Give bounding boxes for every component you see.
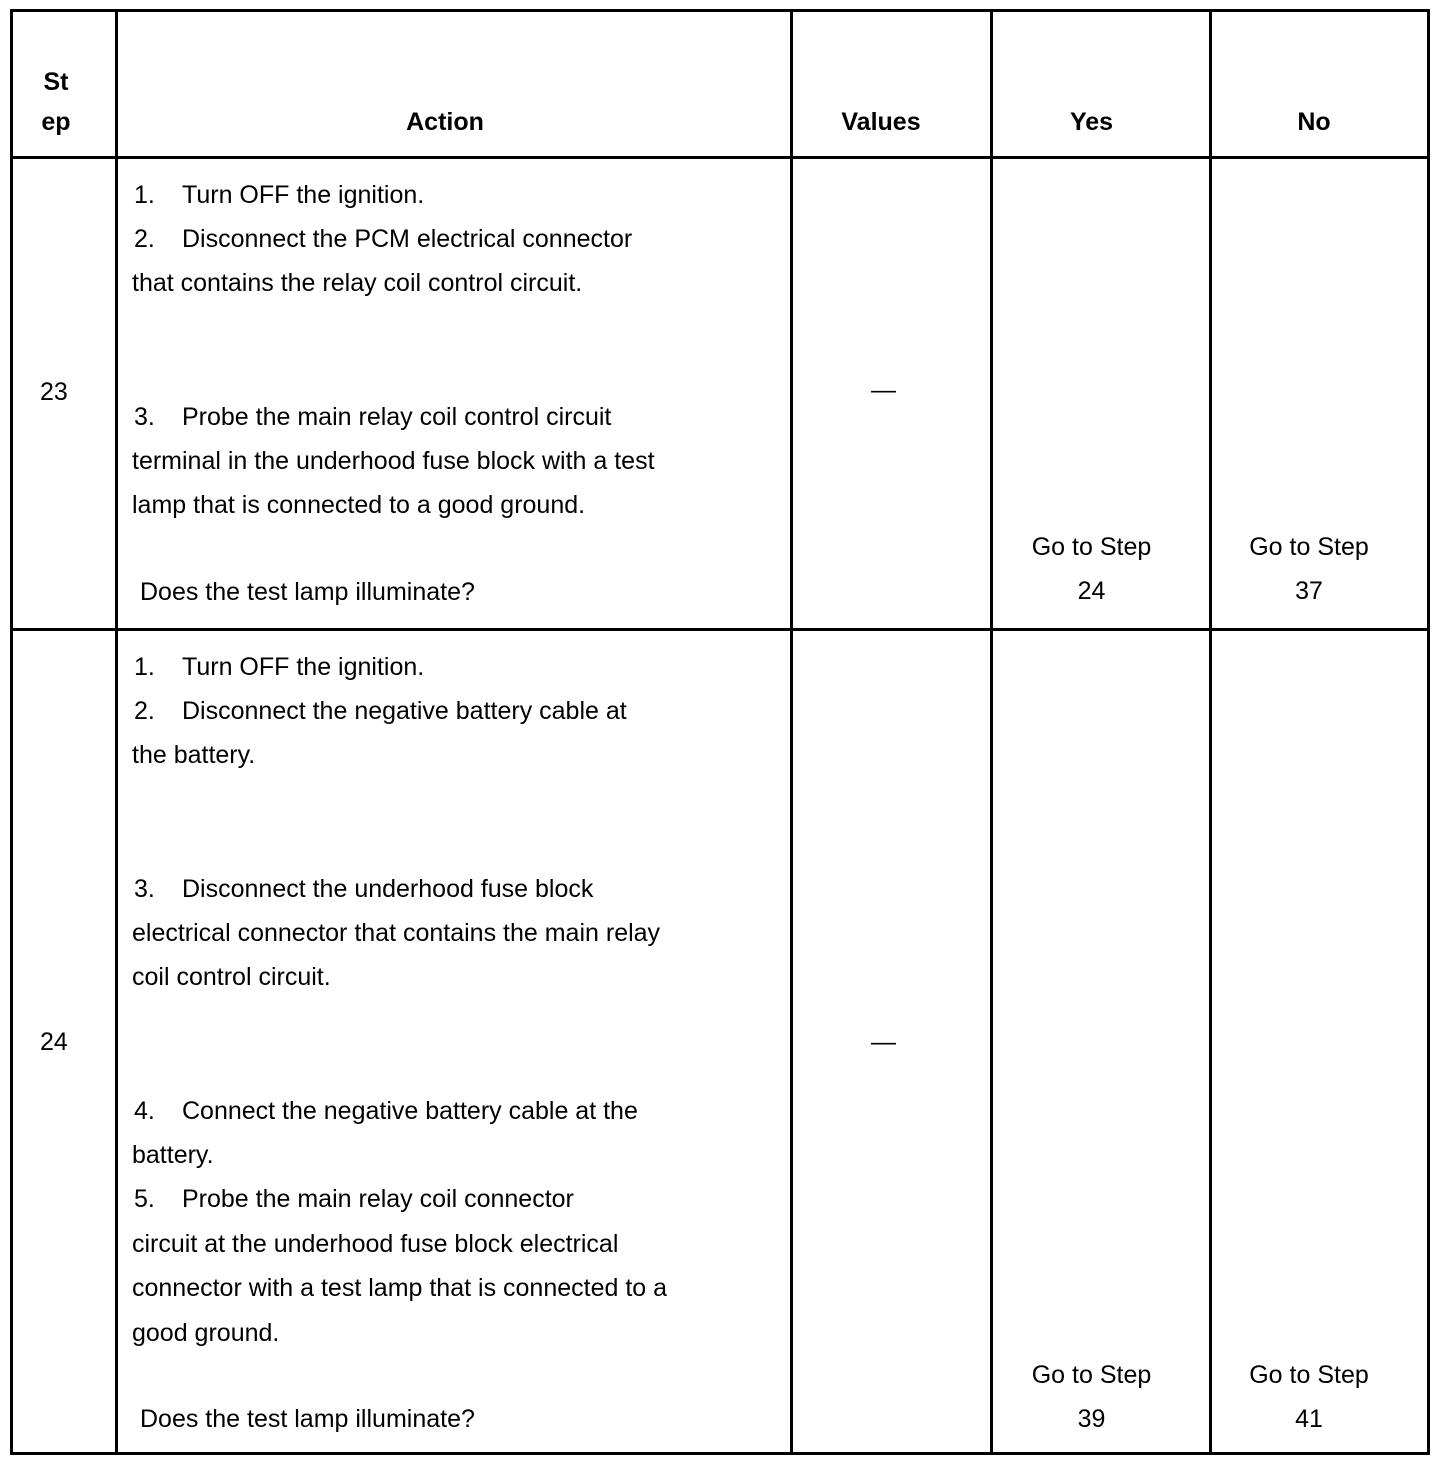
action-number: 4.: [134, 1097, 155, 1125]
no-goto-label: Go to Step: [1249, 533, 1369, 561]
no-goto-step: 37: [1295, 577, 1323, 605]
yes-goto: [990, 1353, 1193, 1441]
yes-goto-step: 24: [1077, 577, 1106, 605]
action-line: that contains the relay coil control circuit.: [132, 269, 583, 297]
action-line: [132, 645, 424, 689]
action-line: good ground.: [132, 1319, 280, 1347]
action-line: [132, 867, 593, 911]
action-text: Disconnect the underhood fuse block: [182, 875, 594, 903]
action-number: 5.: [134, 1185, 155, 1213]
action-number: 3.: [134, 403, 155, 431]
action-line: connector with a test lamp that is connected to a: [132, 1274, 668, 1302]
yes-goto: [990, 525, 1193, 613]
action-line: terminal in the underhood fuse block with a test: [132, 447, 655, 475]
no-goto: [1209, 1353, 1409, 1441]
column-divider: [1209, 12, 1212, 1452]
action-line: electrical connector that contains the main relay: [132, 919, 661, 947]
value-dash: —: [871, 376, 896, 404]
header-step: [14, 62, 98, 142]
no-goto-step: 41: [1295, 1405, 1323, 1433]
yes-goto-label: Go to Step: [1031, 1361, 1152, 1389]
step-number: 23: [40, 378, 68, 406]
action-line: [132, 395, 611, 439]
action-line: [132, 173, 424, 217]
action-text: Disconnect the PCM electrical connector: [182, 225, 633, 253]
header-step-line2: ep: [41, 108, 71, 136]
value-dash: —: [871, 1028, 896, 1056]
action-number: 3.: [134, 875, 155, 903]
action-text: Connect the negative battery cable at the: [182, 1097, 638, 1125]
column-divider: [115, 12, 118, 1452]
action-line: circuit at the underhood fuse block electrical: [132, 1230, 619, 1258]
action-text: Turn OFF the ignition.: [182, 181, 425, 209]
action-number: 1.: [134, 181, 155, 209]
action-text: Disconnect the negative battery cable at: [182, 697, 627, 725]
header-values: Values: [841, 108, 921, 136]
action-line: lamp that is connected to a good ground.: [132, 491, 586, 519]
action-text: Probe the main relay coil control circuit: [182, 403, 612, 431]
header-no: No: [1297, 108, 1331, 136]
column-divider: [790, 12, 793, 1452]
action-line: [132, 689, 627, 733]
action-number: 1.: [134, 653, 155, 681]
action-line: [132, 217, 632, 261]
action-text: Turn OFF the ignition.: [182, 653, 425, 681]
no-goto: [1209, 525, 1409, 613]
action-number: 2.: [134, 697, 155, 725]
header-yes: Yes: [1069, 108, 1114, 136]
step-number: 24: [40, 1028, 68, 1056]
question: Does the test lamp illuminate?: [140, 1405, 475, 1433]
no-goto-label: Go to Step: [1249, 1361, 1369, 1389]
column-divider: [990, 12, 993, 1452]
action-line: coil control circuit.: [132, 963, 331, 991]
yes-goto-step: 39: [1077, 1405, 1106, 1433]
action-number: 2.: [134, 225, 155, 253]
row-divider: [13, 628, 1430, 631]
header-action: Action: [406, 108, 484, 136]
header-step-line1: St: [43, 68, 69, 96]
action-line: the battery.: [132, 741, 256, 769]
yes-goto-label: Go to Step: [1031, 533, 1152, 561]
action-line: battery.: [132, 1141, 214, 1169]
row-divider: [13, 156, 1430, 159]
action-line: [132, 1089, 638, 1133]
action-line: [132, 1177, 574, 1221]
question: Does the test lamp illuminate?: [140, 578, 475, 606]
action-text: Probe the main relay coil connector: [182, 1185, 574, 1213]
